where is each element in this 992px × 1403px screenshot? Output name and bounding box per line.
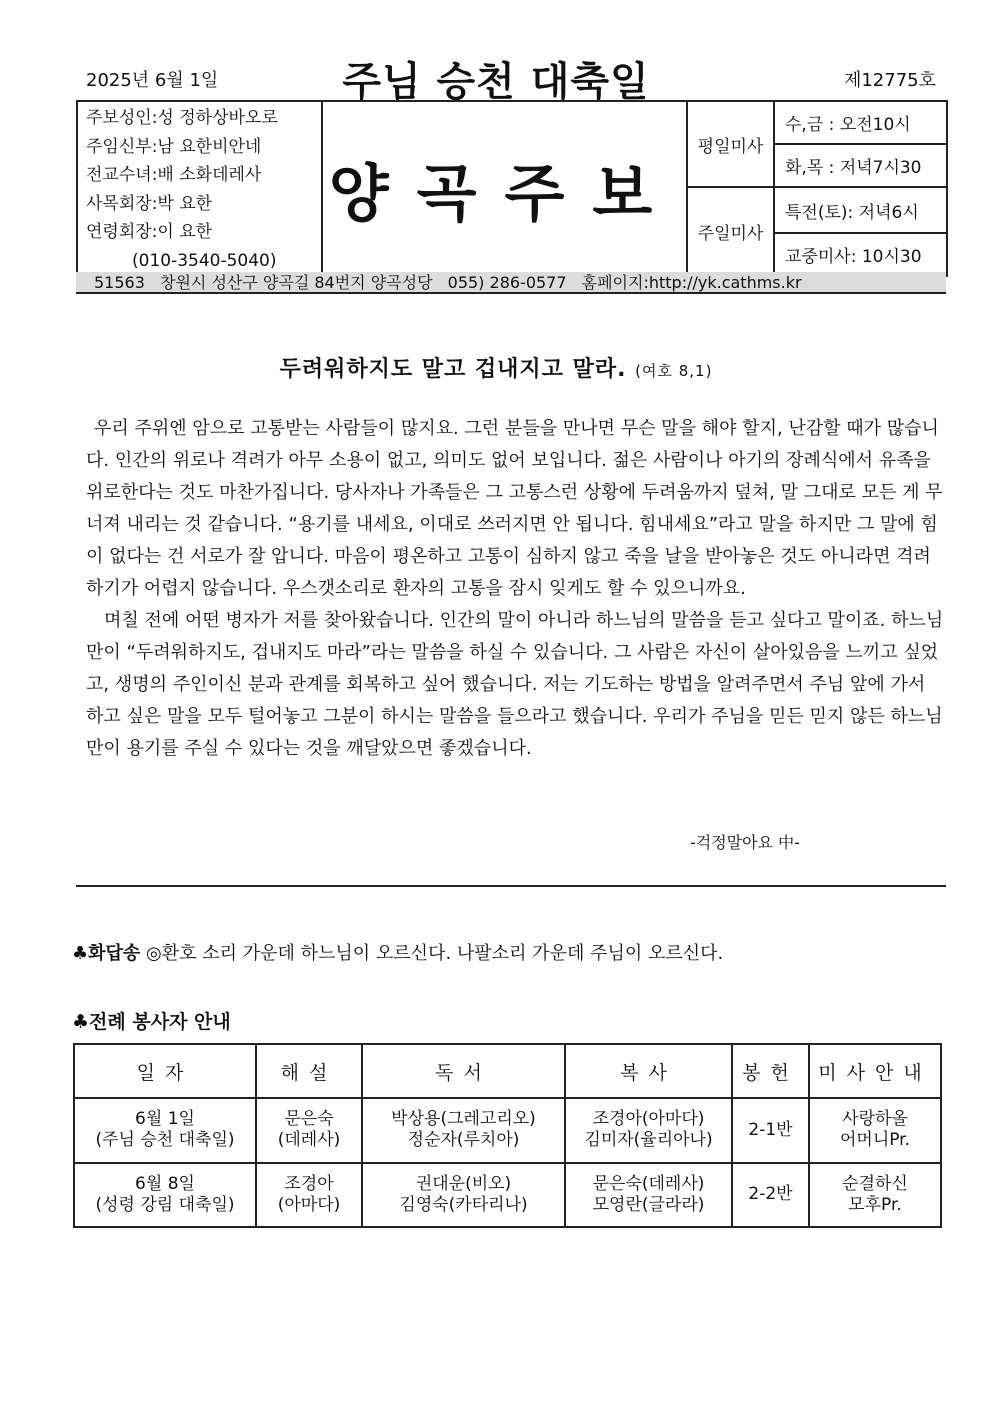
- server-name: 조경아(아마다): [592, 1109, 705, 1130]
- postal-code: 51563: [94, 273, 145, 292]
- psalm-label: ♣화답송: [72, 943, 141, 964]
- servers-table: [73, 1043, 942, 1228]
- homepage-link[interactable]: 홈페이지:http://yk.cathms.kr: [581, 273, 802, 292]
- reflection-heading: [0, 352, 992, 383]
- table-row: [74, 1098, 941, 1163]
- reflection-paragraph: 우리 주위엔 암으로 고통받는 사람들이 많지요. 그런 분들을 만나면 무슨 말을 해야 할지, 난감할 때가 많습니다. 인간의 위로나 격려가 아무 소용이 없고, 의미도 없어 보입니다. 젊은 사람이나 아기의 장례식에서 유족을 위로한다는 것도 마찬가집니다. 당사자나 가족들은 그 고통스런 상황에 두려움까지 덮쳐, 말 그대로 모든 게 무너져 내리는 것 같습니다. “용기를 내세요, 이대로 쓰러지면 안 됩니다. 힘내세요”라고 말을 하지만 그 말에 힘이 없다는 건 서로가 잘 압니다. 마음이 평온하고 고통이 심하지 않고 죽을 날을 받아놓은 것도 아니라면 격려하기가 어렵지 않습니다. 우스갯소리로 환자의 고통을 잠시 잊게도 할 수 있으니까요.: [86, 418, 943, 599]
- staff-line: 사목회장:박 요한: [86, 193, 213, 214]
- server-name: 모영란(글라라): [592, 1194, 705, 1215]
- readers-cell: [362, 1098, 565, 1163]
- page-title: 주님 승천 대축일: [342, 59, 650, 105]
- commentator-baptismal: (데레사): [277, 1130, 341, 1151]
- reflection-heading-text: 두려워하지도 말고 겁내지고 말라.: [279, 357, 627, 382]
- table-row: [74, 1163, 941, 1228]
- reader-name: 정순자(루치아): [407, 1130, 520, 1151]
- column-header: 해설: [256, 1044, 362, 1098]
- reader-name: 박상용(그레고리오): [391, 1109, 536, 1130]
- offertory-cell: 2-2반: [732, 1163, 809, 1228]
- server-name: 김미자(율리아나): [584, 1130, 713, 1151]
- offertory-cell: 2-1반: [732, 1098, 809, 1163]
- sunday-mass-label: 주일미사: [687, 187, 774, 276]
- staff-list: [77, 101, 322, 276]
- servers-title: ♣전례 봉사자 안내: [72, 1011, 231, 1033]
- bulletin-brand: 양곡주보: [322, 101, 687, 276]
- weekday-mass-label: 평일미사: [687, 101, 774, 187]
- church-phone: 055) 286-0577: [447, 273, 567, 292]
- sunday-mass-time: 교중미사: 10시30: [774, 233, 947, 276]
- commentator-name: 조경아: [284, 1173, 334, 1194]
- commentator-cell: [256, 1098, 362, 1163]
- date-cell: [74, 1163, 256, 1228]
- staff-phone: (010-3540-5040): [132, 250, 277, 271]
- weekday-mass-time: 화,목 : 저녁7시30: [774, 144, 947, 187]
- feast-text: (성령 강림 대축일): [95, 1194, 235, 1215]
- readers-cell: [362, 1163, 565, 1228]
- date-cell: [74, 1098, 256, 1163]
- street-address: 창원시 성산구 양곡길 84번지 양곡성당: [160, 273, 433, 292]
- feast-text: (주님 승천 대축일): [95, 1130, 235, 1151]
- reader-name: 김영숙(카타리나): [399, 1194, 528, 1215]
- scripture-reference: (여호 8,1): [635, 362, 713, 380]
- intention-line: 순결하신: [842, 1173, 908, 1194]
- reflection-source: -걱정말아요 中-: [690, 833, 800, 852]
- sunday-mass-time: 특전(토): 저녁6시: [774, 187, 947, 233]
- intention-line: 모후Pr.: [848, 1194, 902, 1215]
- commentator-cell: [256, 1163, 362, 1228]
- column-header: 복사: [565, 1044, 732, 1098]
- column-header: 미사안내: [809, 1044, 941, 1098]
- intention-cell: [809, 1163, 941, 1228]
- masthead-table: [76, 100, 948, 277]
- table-header-row: [74, 1044, 941, 1098]
- date-text: 6월 1일: [135, 1109, 195, 1130]
- responsorial-psalm: [72, 939, 723, 965]
- column-header: 독서: [362, 1044, 565, 1098]
- staff-line: 연령회장:이 요한: [86, 222, 213, 242]
- address-bar: [76, 272, 946, 294]
- commentator-baptismal: (아마다): [277, 1194, 341, 1215]
- servers-cell: [565, 1098, 732, 1163]
- date-text: 6월 8일: [135, 1173, 195, 1194]
- reflection-paragraph: 며칠 전에 어떤 병자가 저를 찾아왔습니다. 인간의 말이 아니라 하느님의 말씀을 듣고 싶다고 말이죠. 하느님만이 “두려워하지도, 겁내지도 마라”라는 말씀을 하실 수 있습니다. 그 사람은 자신이 살아있음을 느끼고 싶었고, 생명의 주인이신 분과 관계를 회복하고 싶어 했습니다. 저는 기도하는 방법을 알려주면서 주님 앞에 가서 하고 싶은 말을 모두 털어놓고 그분이 하시는 말씀을 들으라고 했습니다. 우리가 주님을 믿든 믿지 않든 하느님만이 용기를 주실 수 있다는 것을 깨달았으면 좋겠습니다.: [86, 610, 944, 759]
- staff-line: 주임신부:남 요한비안네: [86, 136, 262, 157]
- intention-line: 사랑하올: [842, 1109, 908, 1130]
- column-header: 봉헌: [732, 1044, 809, 1098]
- server-name: 문은숙(데레사): [592, 1173, 705, 1194]
- issue-number: 제12775호: [843, 70, 936, 91]
- weekday-mass-time: 수,금 : 오전10시: [774, 101, 947, 144]
- intention-cell: [809, 1098, 941, 1163]
- column-header: 일자: [74, 1044, 256, 1098]
- issue-date: 2025년 6월 1일: [86, 70, 219, 91]
- servers-cell: [565, 1163, 732, 1228]
- staff-line: 주보성인:성 정하상바오로: [86, 108, 278, 128]
- psalm-text: ◎환호 소리 가운데 하느님이 오르신다. 나팔소리 가운데 주님이 오르신다.: [146, 943, 724, 964]
- reflection-body: [86, 413, 946, 765]
- section-divider: [76, 885, 946, 887]
- commentator-name: 문은숙: [284, 1109, 334, 1130]
- intention-line: 어머니Pr.: [839, 1130, 911, 1151]
- reader-name: 권대운(비오): [415, 1173, 512, 1194]
- staff-line: 전교수녀:배 소화데레사: [86, 165, 262, 185]
